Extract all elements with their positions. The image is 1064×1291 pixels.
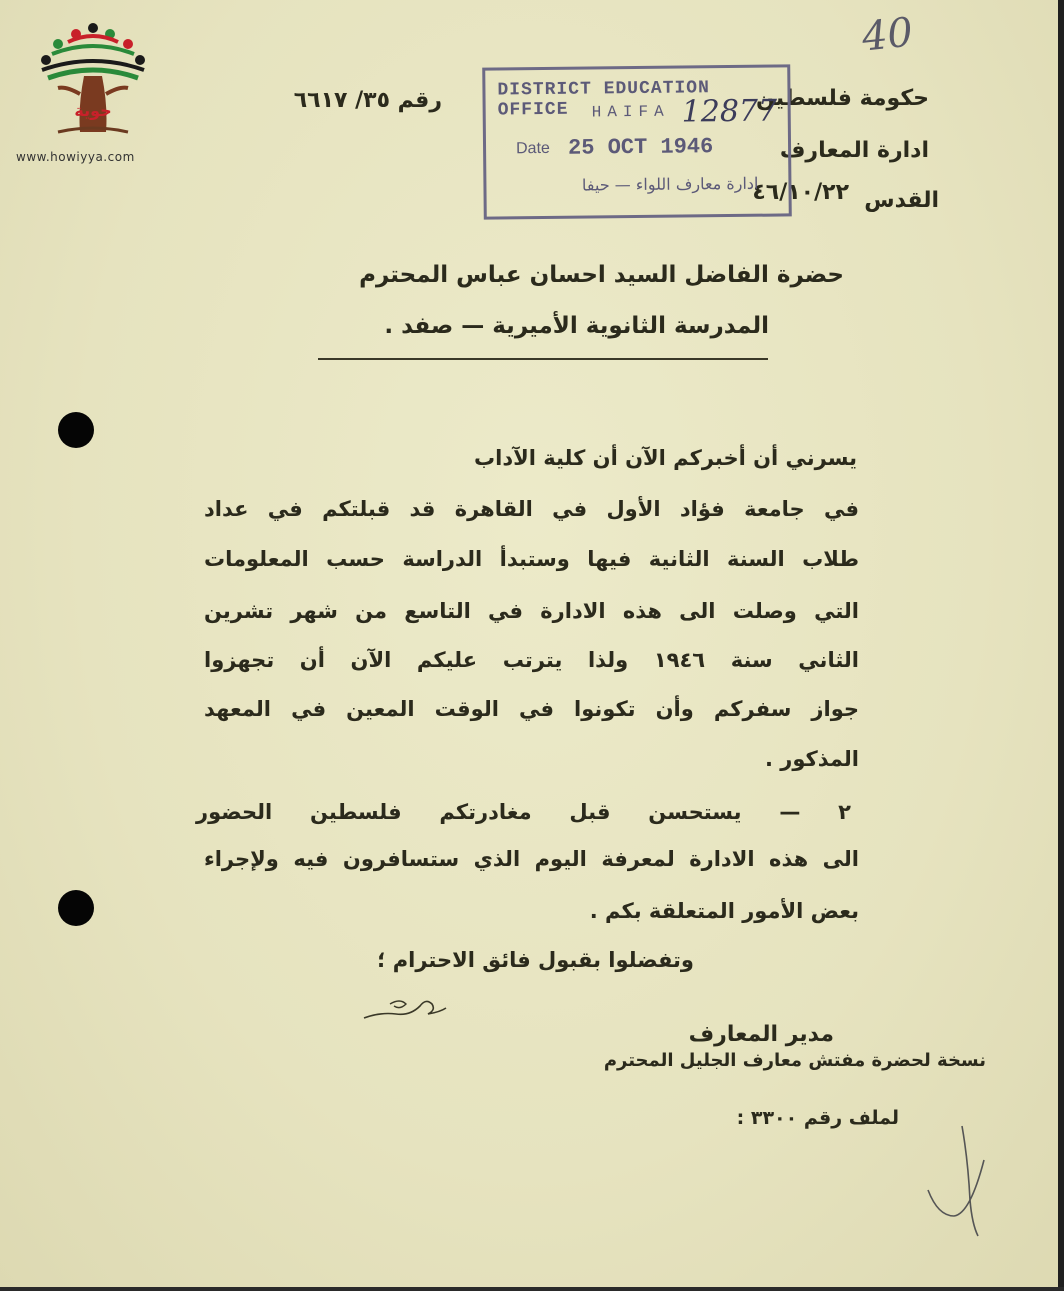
scan-edge-right — [1058, 0, 1064, 1291]
body-line: طلاب السنة الثانية فيها وستبدأ الدراسة حسب المعلومات — [204, 547, 859, 571]
address-underline — [318, 358, 768, 360]
district-office-stamp — [482, 64, 792, 219]
copy-recipient: نسخة لحضرة مفتش معارف الجليل المحترم — [603, 1050, 986, 1071]
file-reference: لملف رقم ٣٣٠٠ : — [736, 1107, 899, 1129]
header-government: حكومة فلسطين — [755, 86, 929, 111]
stamp-date-label: Date — [515, 139, 550, 158]
addressee-name: حضرة الفاضل السيد احسان عباس المحترم — [359, 262, 844, 288]
signatory-title: مدير المعارف — [688, 1022, 834, 1047]
body-line: يسرني أن أخبركم الآن أن كلية الآداب — [474, 446, 857, 470]
stamp-date-value: 25 OCT 1946 — [567, 134, 714, 161]
stamp-city: HAIFA — [591, 102, 670, 122]
body-line: الثاني سنة ١٩٤٦ ولذا يترتب عليكم الآن أن تجهزوا — [204, 648, 859, 672]
logo-word: حوية — [74, 101, 112, 120]
letter-date: ٤٦/١٠/٢٢ — [752, 180, 849, 205]
closing-salutation: وتفضلوا بقبول فائق الاحترام ؛ — [377, 948, 694, 972]
stamp-handwritten-number: 12877 — [681, 93, 778, 130]
body-line: الى هذه الادارة لمعرفة اليوم الذي ستسافرون فيه ولإجراء — [204, 847, 859, 871]
addressee-school: المدرسة الثانوية الأميرية — صفد . — [384, 313, 769, 339]
watermark-site-url: www.howiyya.com — [16, 150, 135, 164]
stamp-arabic-text: ادارة معارف اللواء — حيفا — [581, 173, 759, 195]
folio-number: 40 — [859, 9, 916, 61]
body-line: المذكور . — [764, 747, 859, 771]
scan-edge-bottom — [0, 1287, 1064, 1291]
punch-hole — [58, 412, 94, 448]
handwritten-signature — [360, 992, 450, 1028]
punch-hole — [58, 890, 94, 926]
body-line: التي وصلت الى هذه الادارة في التاسع من شهر تشرين — [204, 599, 859, 623]
handwritten-check-mark — [918, 1120, 998, 1240]
body-line: جواز سفركم وأن تكونوا في الوقت المعين في المعهد — [204, 697, 859, 721]
body-line: ٢ — يستحسن قبل مغادرتكم فلسطين الحضور — [196, 800, 851, 824]
body-line: في جامعة فؤاد الأول في القاهرة قد قبلتكم في عداد — [204, 497, 859, 521]
body-line: بعض الأمور المتعلقة بكم . — [589, 899, 859, 923]
header-city: القدس — [864, 188, 939, 213]
reference-number: رقم ٣٥/ ٦٦١٧ — [293, 88, 442, 113]
stamp-office: DISTRICT EDUCATION OFFICE — [497, 78, 710, 121]
header-department: ادارة المعارف — [779, 138, 929, 163]
howiyya-tree-logo-icon — [18, 16, 168, 166]
